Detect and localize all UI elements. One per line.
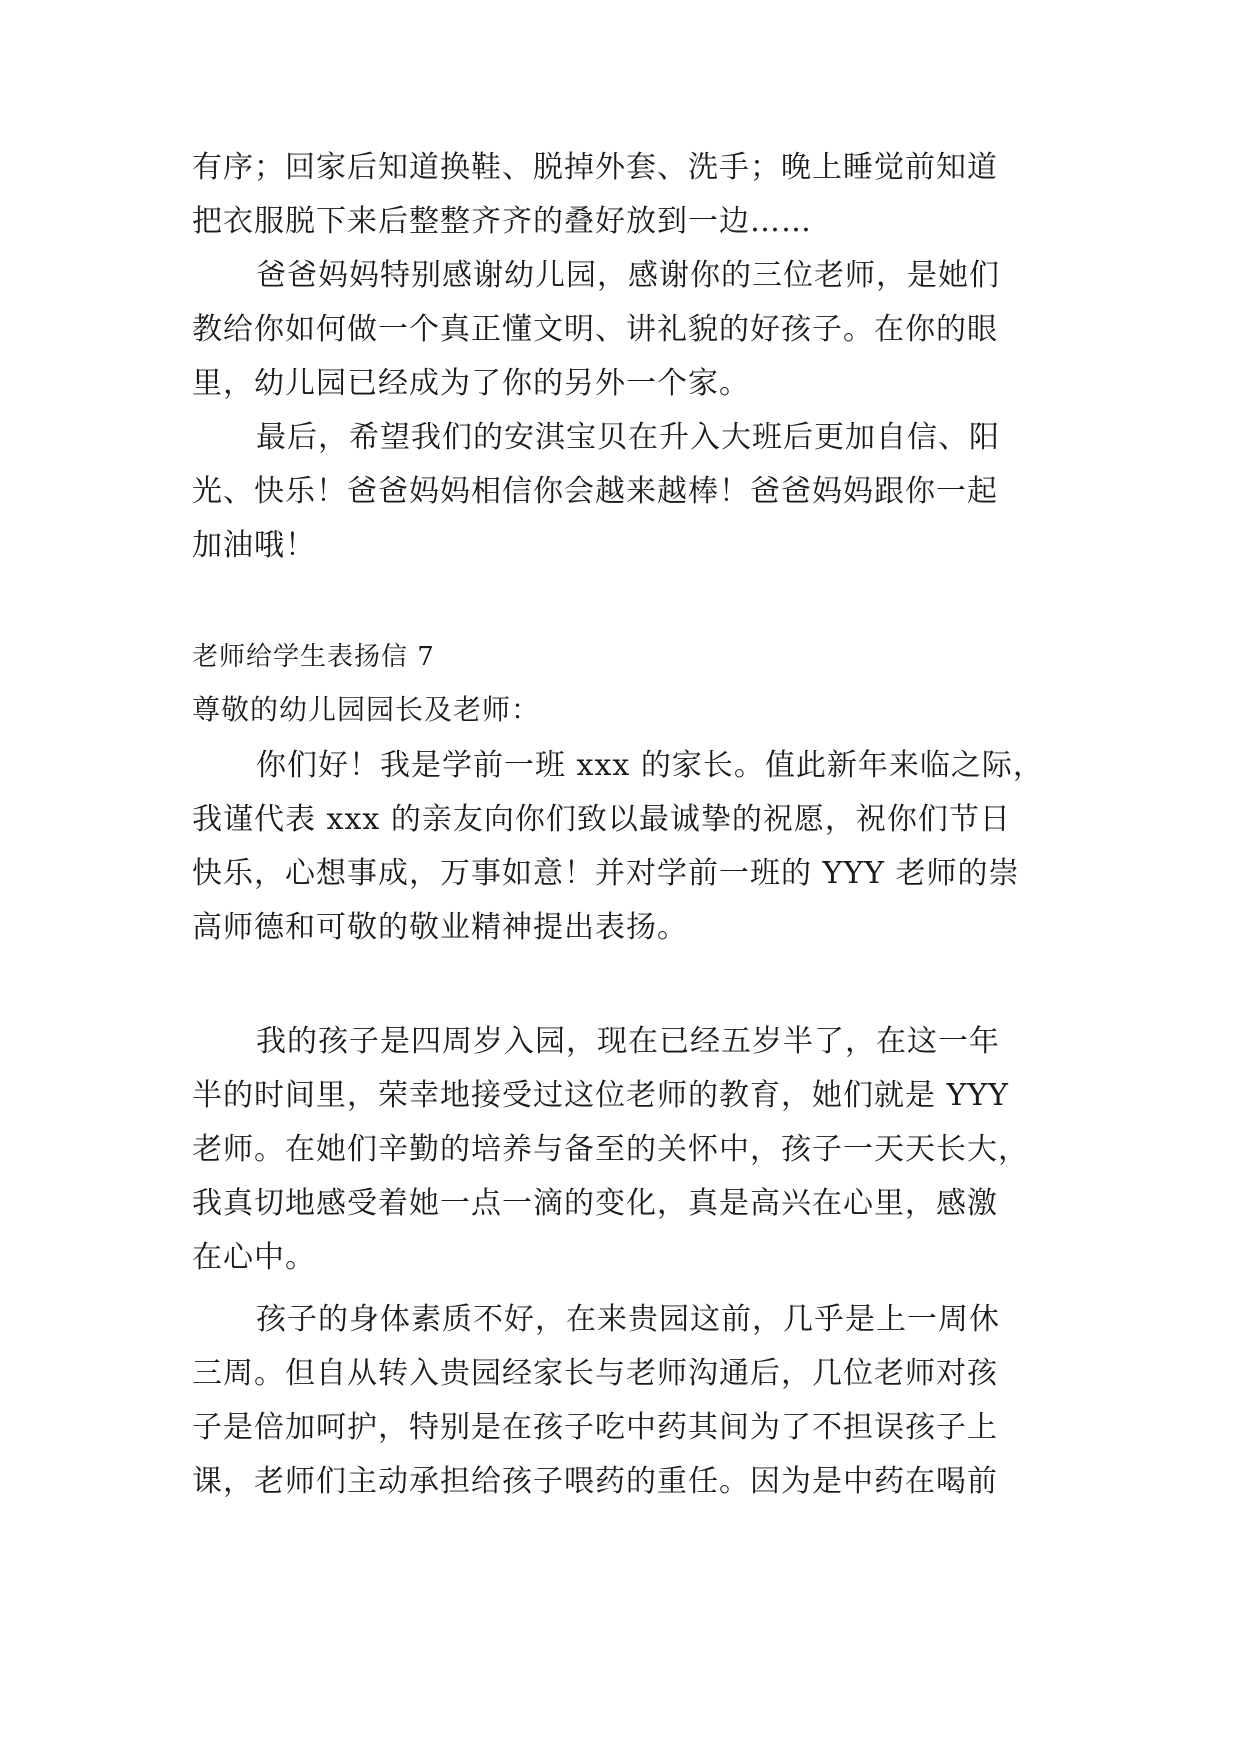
paragraph-line: 三周。但自从转入贵园经家长与老师沟通后，几位老师对孩 — [192, 1356, 998, 1391]
paragraph-line: 子是倍加呵护，特别是在孩子吃中药其间为了不担误孩子上 — [192, 1410, 998, 1445]
paragraph-line: 光、快乐！爸爸妈妈相信你会越来越棒！爸爸妈妈跟你一起 — [192, 474, 998, 509]
paragraph-line: 把衣服脱下来后整整齐齐的叠好放到一边…… — [192, 204, 812, 239]
paragraph-line: 在心中。 — [192, 1240, 316, 1275]
paragraph-line: 有序；回家后知道换鞋、脱掉外套、洗手；晚上睡觉前知道 — [192, 150, 998, 185]
paragraph-line: 我的孩子是四周岁入园，现在已经五岁半了，在这一年 — [256, 1024, 1000, 1059]
paragraph-line: 我谨代表 xxx 的亲友向你们致以最诚挚的祝愿，祝你们节日 — [192, 802, 1011, 837]
paragraph-line: 半的时间里，荣幸地接受过这位老师的教育，她们就是 YYY — [192, 1078, 1009, 1113]
paragraph-line: 我真切地感受着她一点一滴的变化，真是高兴在心里，感激 — [192, 1186, 998, 1221]
paragraph-line: 加油哦！ — [192, 528, 316, 563]
paragraph-line: 你们好！我是学前一班 xxx 的家长。值此新年来临之际， — [256, 748, 1044, 783]
paragraph-line: 爸爸妈妈特别感谢幼儿园，感谢你的三位老师，是她们 — [256, 258, 1000, 293]
salutation: 尊敬的幼儿园园长及老师： — [192, 693, 541, 726]
paragraph-line: 老师。在她们辛勤的培养与备至的关怀中，孩子一天天长大， — [192, 1132, 1029, 1167]
paragraph-line: 最后，希望我们的安淇宝贝在升入大班后更加自信、阳 — [256, 420, 1000, 455]
paragraph-line: 孩子的身体素质不好，在来贵园这前，几乎是上一周休 — [256, 1302, 1000, 1337]
paragraph-line: 快乐，心想事成，万事如意！并对学前一班的 YYY 老师的崇 — [192, 856, 1020, 891]
paragraph-line: 课，老师们主动承担给孩子喂药的重任。因为是中药在喝前 — [192, 1464, 998, 1499]
paragraph-line: 里，幼儿园已经成为了你的另外一个家。 — [192, 366, 750, 401]
section-title: 老师给学生表扬信 7 — [192, 642, 435, 672]
paragraph-line: 高师德和可敬的敬业精神提出表扬。 — [192, 910, 688, 945]
paragraph-line: 教给你如何做一个真正懂文明、讲礼貌的好孩子。在你的眼 — [192, 312, 998, 347]
